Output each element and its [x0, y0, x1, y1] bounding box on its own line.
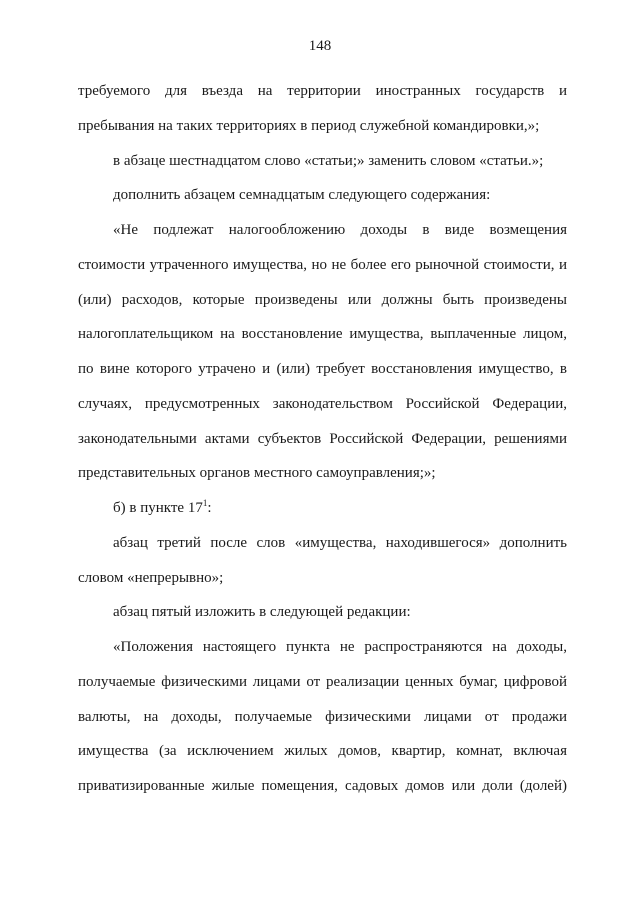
text-line: имущества (за исключением жилых домов, квартир, комнат, включая: [78, 743, 567, 760]
text-line: в абзаце шестнадцатом слово «статьи;» заменить словом «статьи.»;: [113, 152, 544, 169]
text-line: «Положения настоящего пункта не распространяются на доходы,: [113, 639, 567, 655]
page-number: 148: [308, 38, 332, 54]
item-b-heading: [78, 491, 567, 526]
item-b-superscript: 1: [202, 498, 208, 508]
text-line: «Не подлежат налогообложению доходы в виде возмещения: [113, 222, 567, 238]
text-line: абзац пятый изложить в следующей редакции:: [113, 604, 411, 621]
text-line: требуемого для въезда на территории иностранных государств и: [78, 83, 567, 99]
text-line: дополнить абзацем семнадцатым следующего содержания:: [113, 187, 491, 204]
text-line: (или) расходов, которые произведены или должны быть произведены: [78, 291, 567, 308]
text-line: по вине которого утрачено и (или) требует восстановления имущество, в: [78, 361, 567, 377]
item-b-tail: :: [207, 500, 212, 516]
text-line: законодательными актами субъектов Российской Федерации, решениями: [78, 430, 567, 447]
text-line: стоимости утраченного имущества, но не более его рыночной стоимости, и: [78, 256, 567, 273]
text-line: получаемые физическими лицами от реализации ценных бумаг, цифровой: [78, 673, 567, 690]
text-line: словом «непрерывно»;: [78, 569, 224, 586]
text-line: приватизированные жилые помещения, садовых домов или доли (долей): [78, 778, 567, 794]
text-line: налогоплательщиком на восстановление имущества, выплаченные лицом,: [78, 326, 567, 343]
item-b-text: б) в пункте 17: [113, 500, 203, 516]
text-line: случаях, предусмотренных законодательством Российской Федерации,: [78, 395, 567, 412]
document-body: [78, 74, 567, 804]
text-line: абзац третий после слов «имущества, находившегося» дополнить: [113, 534, 567, 551]
text-line: представительных органов местного самоуправления;»;: [78, 465, 436, 482]
text-line: валюты, на доходы, получаемые физическими лицами от продажи: [78, 708, 567, 725]
text-line: пребывания на таких территориях в период служебной командировки,»;: [78, 117, 540, 134]
